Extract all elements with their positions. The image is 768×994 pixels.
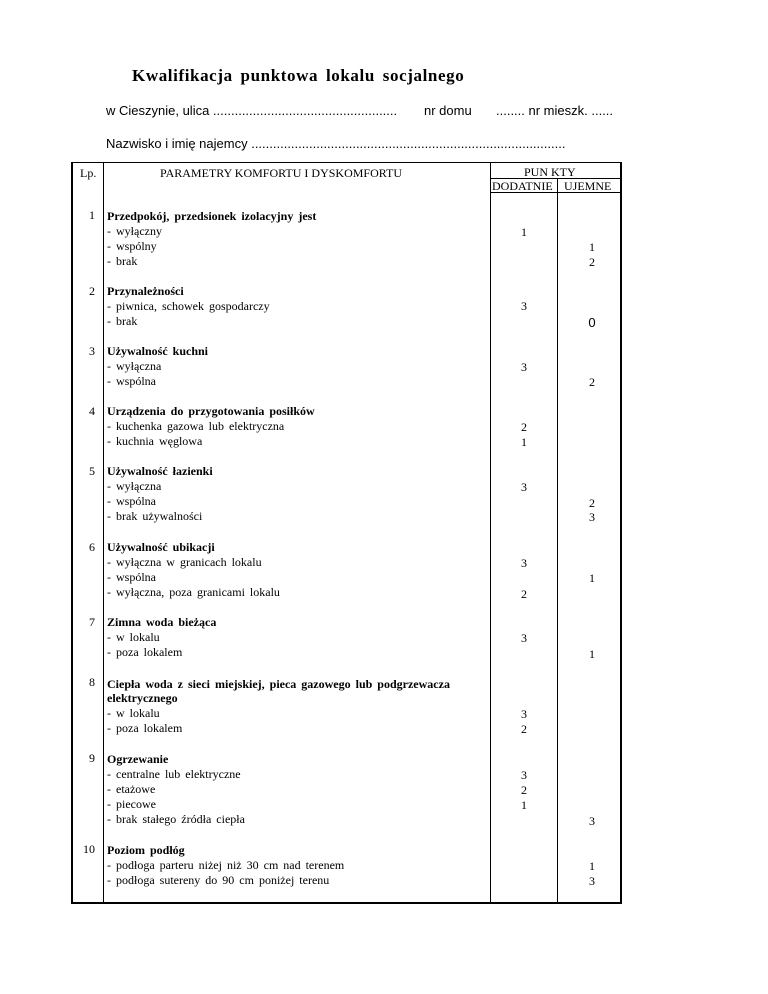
row-number: 4 — [89, 404, 95, 418]
positive-points: 1 — [521, 798, 527, 812]
table-border-bottom — [71, 902, 622, 904]
table-col-divider-points — [490, 162, 491, 904]
positive-points: 2 — [521, 783, 527, 797]
positive-points: 3 — [521, 480, 527, 494]
header-negative: UJEMNE — [564, 179, 612, 193]
row-number: 2 — [89, 284, 95, 298]
row-option: - poza lokalem — [107, 645, 183, 659]
positive-points: 1 — [521, 435, 527, 449]
negative-points: 2 — [589, 496, 595, 510]
row-option: - w lokalu — [107, 706, 160, 720]
row-title: Urządzenia do przygotowania posiłków — [107, 404, 315, 418]
row-title: Ciepła woda z sieci miejskiej, pieca gazowego lub podgrzewacza — [107, 677, 450, 691]
row-option: - kuchnia węglowa — [107, 434, 203, 448]
row-title: Zimna woda bieżąca — [107, 615, 217, 629]
address-flat-number: ........ nr mieszk. ...... — [496, 103, 614, 118]
header-params: PARAMETRY KOMFORTU I DYSKOMFORTU — [160, 166, 403, 180]
positive-points: 2 — [521, 722, 527, 736]
row-option: - wspólna — [107, 570, 156, 584]
negative-points: 0 — [588, 315, 596, 330]
table-border-left — [71, 162, 73, 904]
negative-points: 2 — [589, 255, 595, 269]
positive-points: 2 — [521, 420, 527, 434]
negative-points: 1 — [589, 647, 595, 661]
row-number: 6 — [89, 540, 95, 554]
header-points: PUN KTY — [524, 165, 576, 179]
row-number: 8 — [89, 675, 95, 689]
row-option: - kuchenka gazowa lub elektryczna — [107, 419, 285, 433]
row-number: 10 — [83, 842, 95, 856]
positive-points: 3 — [521, 707, 527, 721]
row-option: - brak stałego źródła ciepła — [107, 812, 245, 826]
table-border-top — [71, 162, 622, 163]
positive-points: 3 — [521, 556, 527, 570]
negative-points: 1 — [589, 571, 595, 585]
row-option: - piecowe — [107, 797, 156, 811]
tenant-name-line: Nazwisko i imię najemcy ....................................................................................... — [106, 136, 566, 151]
positive-points: 3 — [521, 299, 527, 313]
negative-points: 1 — [589, 859, 595, 873]
header-positive: DODATNIE — [492, 179, 553, 193]
row-option: - poza lokalem — [107, 721, 183, 735]
row-option: - wspólny — [107, 239, 157, 253]
row-option: - wyłączna — [107, 359, 162, 373]
row-number: 3 — [89, 344, 95, 358]
page-title: Kwalifikacja punktowa lokalu socjalnego — [132, 66, 465, 85]
row-option: - wyłączna w granicach lokalu — [107, 555, 262, 569]
row-title: Używalność kuchni — [107, 344, 209, 358]
negative-points: 3 — [589, 874, 595, 888]
row-option: - brak — [107, 254, 138, 268]
row-option: - brak — [107, 314, 138, 328]
header-lp: Lp. — [80, 166, 97, 180]
negative-points: 3 — [589, 510, 595, 524]
positive-points: 3 — [521, 631, 527, 645]
positive-points: 2 — [521, 587, 527, 601]
negative-points: 3 — [589, 814, 595, 828]
row-title: Przedpokój, przedsionek izolacyjny jest — [107, 209, 317, 223]
row-title-continuation: elektrycznego — [107, 691, 178, 705]
row-option: - podłoga sutereny do 90 cm poniżej terenu — [107, 873, 330, 887]
positive-points: 3 — [521, 360, 527, 374]
positive-points: 1 — [521, 225, 527, 239]
table-border-right — [620, 162, 622, 904]
row-option: - wyłączna — [107, 479, 162, 493]
row-title: Ogrzewanie — [107, 752, 169, 766]
row-option: - podłoga parteru niżej niż 30 cm nad terenem — [107, 858, 345, 872]
row-option: - w lokalu — [107, 630, 160, 644]
negative-points: 2 — [589, 375, 595, 389]
table-col-divider-lp — [103, 162, 104, 904]
row-option: - etażowe — [107, 782, 156, 796]
row-number: 5 — [89, 464, 95, 478]
row-number: 1 — [89, 208, 95, 222]
row-title: Poziom podłóg — [107, 843, 185, 857]
row-option: - piwnica, schowek gospodarczy — [107, 299, 270, 313]
row-option: - wspólna — [107, 494, 156, 508]
row-title: Przynależności — [107, 284, 184, 298]
row-option: - wspólna — [107, 374, 156, 388]
row-option: - wyłączna, poza granicami lokalu — [107, 585, 280, 599]
row-title: Używalność ubikacji — [107, 540, 215, 554]
positive-points: 3 — [521, 768, 527, 782]
address-house-number: nr domu — [424, 103, 472, 118]
row-option: - centralne lub elektryczne — [107, 767, 241, 781]
row-number: 9 — [89, 751, 95, 765]
row-option: - wyłączny — [107, 224, 162, 238]
row-number: 7 — [89, 615, 95, 629]
table-col-divider-negative — [557, 178, 558, 904]
row-title: Używalność łazienki — [107, 464, 213, 478]
row-option: - brak używalności — [107, 509, 203, 523]
address-street: w Cieszynie, ulica ................................................... — [106, 103, 398, 118]
negative-points: 1 — [589, 240, 595, 254]
